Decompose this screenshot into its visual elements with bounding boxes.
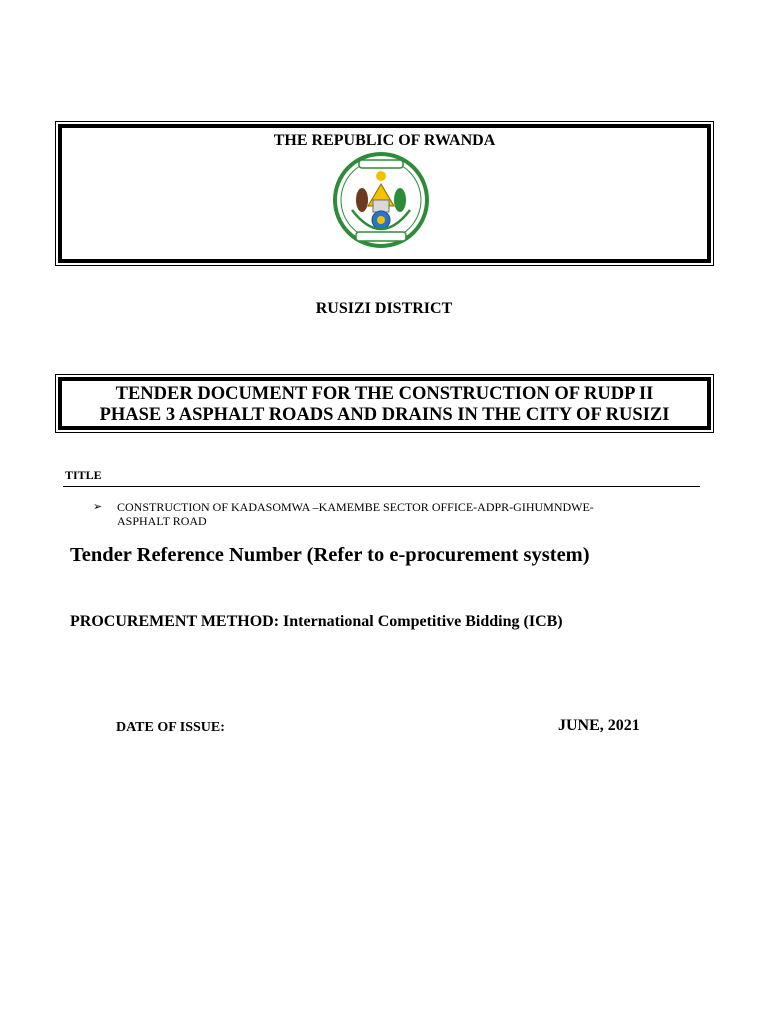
tender-reference-number: Tender Reference Number (Refer to e-procurement system): [70, 544, 590, 566]
date-of-issue-label: DATE OF ISSUE:: [116, 720, 225, 735]
title-bullet-item: [117, 500, 677, 528]
republic-title: THE REPUBLIC OF RWANDA: [273, 132, 496, 149]
title-divider: [63, 486, 700, 487]
procurement-method: [70, 613, 563, 631]
procurement-method-value: International Competitive Bidding (ICB): [283, 613, 563, 630]
district-name: RUSIZI DISTRICT: [315, 300, 453, 317]
date-of-issue-value: JUNE, 2021: [558, 717, 640, 734]
tender-title-line-2: PHASE 3 ASPHALT ROADS AND DRAINS IN THE CITY OF RUSIZI: [99, 405, 670, 425]
republic-header-box: [58, 124, 711, 263]
title-label: TITLE: [65, 468, 102, 482]
title-item-line-2: ASPHALT ROAD: [117, 514, 207, 528]
rwanda-coat-of-arms-icon: [332, 150, 430, 252]
tender-title-box: [58, 377, 711, 430]
arrowhead-bullet-icon: ➢: [93, 500, 103, 513]
tender-title-line-1: TENDER DOCUMENT FOR THE CONSTRUCTION OF RUDP II: [115, 384, 654, 404]
tender-title: [61, 384, 708, 426]
procurement-method-label: PROCUREMENT METHOD:: [70, 613, 280, 630]
title-item-line-1: CONSTRUCTION OF KADASOMWA –KAMEMBE SECTOR OFFICE-ADPR-GIHUMNDWE-: [117, 500, 594, 514]
